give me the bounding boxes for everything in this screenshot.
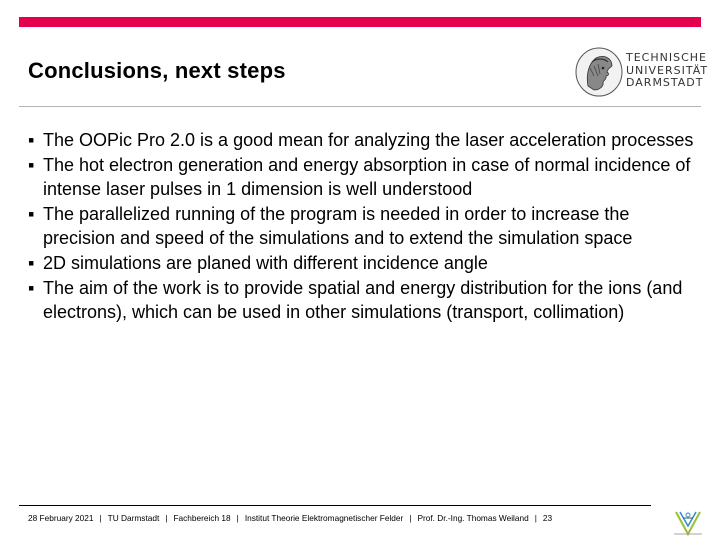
footer-separator: | bbox=[409, 513, 412, 523]
bullet-text: The parallelized running of the program is needed in order to increase the precision and speed of the simulations and to extend the simulation space bbox=[43, 203, 633, 249]
footer-department: Fachbereich 18 bbox=[173, 513, 231, 523]
title-divider bbox=[19, 106, 701, 107]
bullet-item bbox=[28, 153, 700, 202]
bullet-marker: ▪ bbox=[28, 277, 35, 298]
bullet-text: 2D simulations are planed with different incidence angle bbox=[43, 252, 488, 273]
bullet-marker: ▪ bbox=[28, 252, 35, 273]
bullet-marker: ▪ bbox=[28, 154, 35, 175]
bullet-item bbox=[28, 276, 700, 325]
logo-line-2: UNIVERSITÄT bbox=[626, 63, 709, 77]
bullet-text: The hot electron generation and energy absorption in case of normal incidence of intense laser pulses in 1 dimension is well understood bbox=[43, 154, 691, 200]
page-number: 23 bbox=[542, 513, 553, 523]
university-wordmark bbox=[626, 52, 708, 90]
top-accent-bar bbox=[19, 17, 701, 27]
footer-separator: | bbox=[534, 513, 537, 523]
bullet-item bbox=[28, 128, 700, 153]
bullet-marker: ▪ bbox=[28, 130, 35, 150]
bullet-item bbox=[28, 202, 700, 251]
bullet-item bbox=[28, 251, 700, 276]
slide-footer bbox=[28, 513, 552, 523]
footer-institute: Institut Theorie Elektromagnetischer Felder bbox=[244, 513, 404, 523]
institute-emblem-icon bbox=[672, 508, 704, 538]
logo-line-3: DARMSTADT bbox=[626, 76, 704, 89]
athena-seal-icon bbox=[574, 46, 624, 98]
footer-divider bbox=[19, 505, 651, 506]
bullet-text: The aim of the work is to provide spatial and energy distribution for the ions (and electrons), which can be used in other simulations (transport, collimation) bbox=[43, 277, 683, 323]
footer-author: Prof. Dr.-Ing. Thomas Weiland bbox=[417, 513, 529, 523]
university-logo bbox=[562, 40, 712, 104]
bullet-text: The OOPic Pro 2.0 is a good mean for analyzing the laser acceleration processes bbox=[43, 130, 694, 150]
logo-line-1: TECHNISCHE bbox=[626, 51, 707, 64]
footer-separator: | bbox=[236, 513, 239, 523]
bullet-list bbox=[28, 128, 700, 325]
footer-separator: | bbox=[99, 513, 102, 523]
bullet-marker: ▪ bbox=[28, 203, 35, 224]
footer-separator: | bbox=[165, 513, 168, 523]
slide-title: Conclusions, next steps bbox=[28, 58, 286, 83]
footer-institution: TU Darmstadt bbox=[107, 513, 160, 523]
footer-date: 28 February 2021 bbox=[28, 513, 94, 523]
